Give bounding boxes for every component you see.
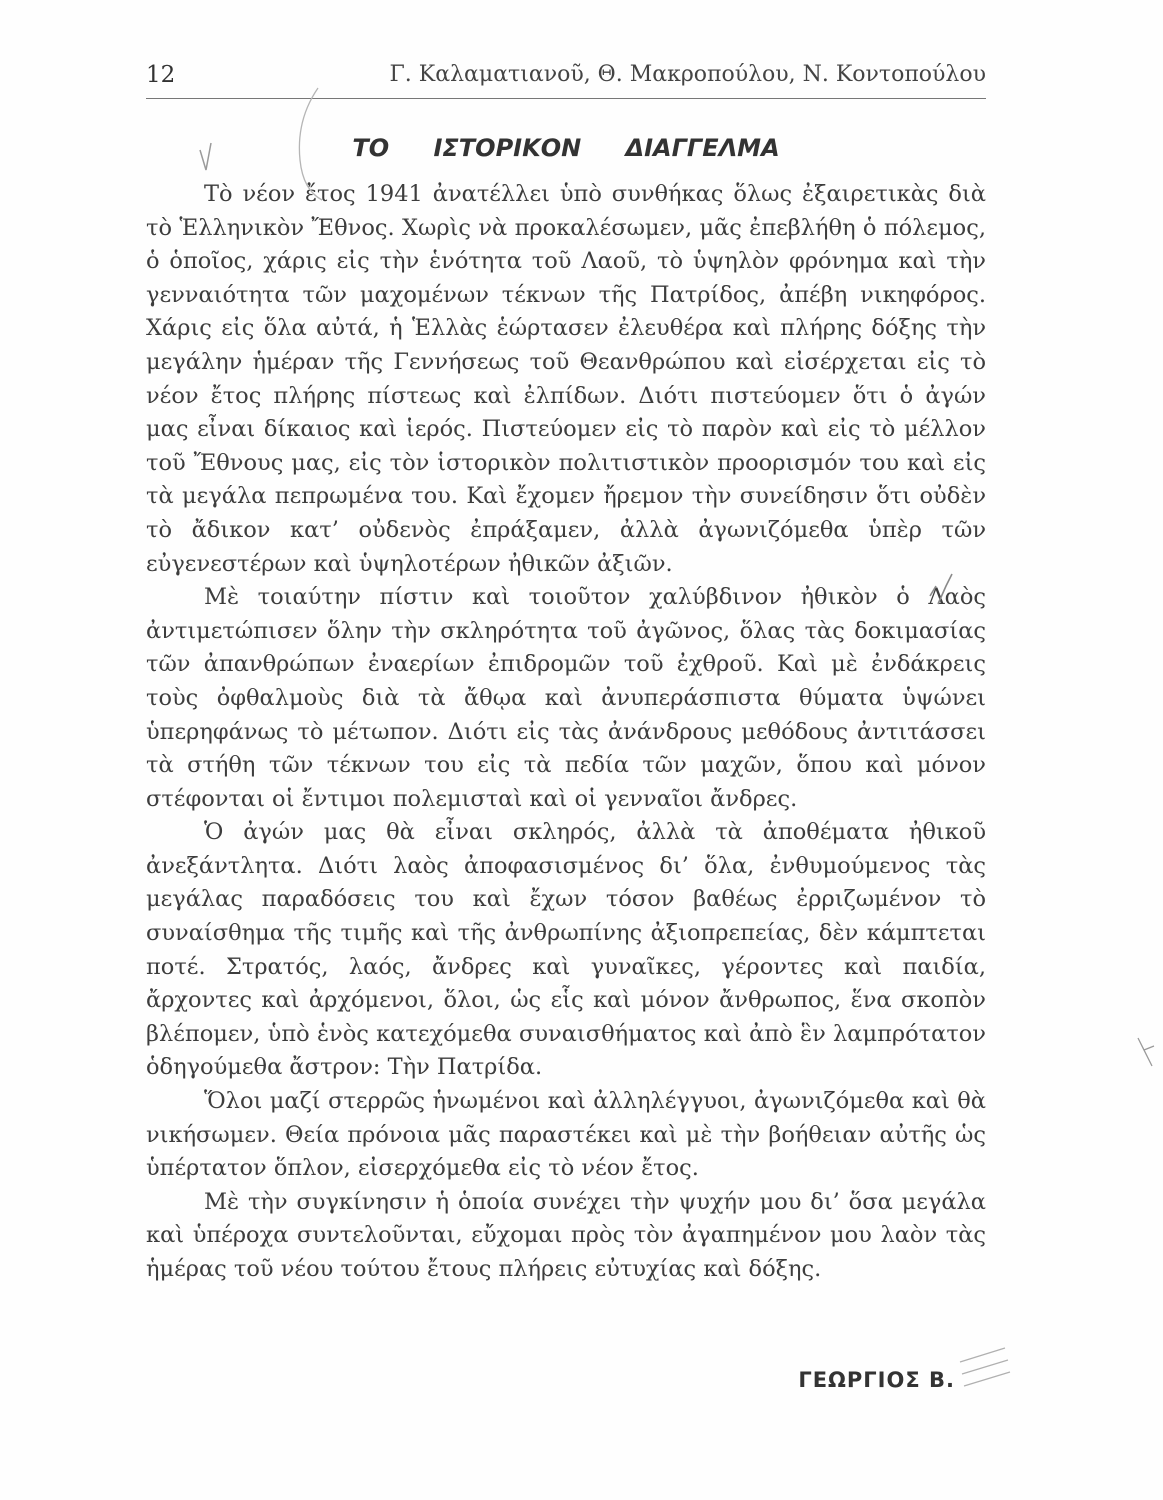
title-word-3: ΔΙΑΓΓΕΛΜΑ	[625, 134, 780, 162]
signature: ΓΕΩΡΓΙΟΣ Β.	[798, 1368, 955, 1392]
paragraph-3: Ὁ ἀγών μας θὰ εἶναι σκληρός, ἀλλὰ τὰ ἀποθέματα ἠθικοῦ ἀνεξάντλητα. Διότι λαὸς ἀποφασισμένος δι’ ὅλα, ἐνθυμούμενος τὰς μεγάλας παραδόσεις του καὶ ἔχων τόσον βαθέως ἐρριζωμένον τὸ συναίσθημα τῆς τιμῆς καὶ τῆς ἀνθρωπίνης ἀξιοπρεπείας, δὲν κάμπτεται ποτέ. Στρατός, λαός, ἄνδρες καὶ γυναῖκες, γέροντες καὶ παιδία, ἄρχοντες καὶ ἀρχόμενοι, ὅλοι, ὡς εἷς καὶ μόνον ἄνθρωπος, ἕνα σκοπὸν βλέπομεν, ὑπὸ ἑνὸς κατεχόμεθα συναισθήματος καὶ ἀπὸ ἓν λαμπρότατον ὁδηγούμεθα ἄστρον: Τὴν Πατρίδα.	[146, 819, 986, 1081]
paragraph-2: Μὲ τοιαύτην πίστιν καὶ τοιοῦτον χαλύβδινον ἠθικὸν ὁ Λαὸς ἀντιμετώπισεν ὅλην τὴν σκληρότητα τοῦ ἀγῶνος, ὅλας τὰς δοκιμασίας τῶν ἀπανθρώπων ἐναερίων ἐπιδρομῶν τοῦ ἐχθροῦ. Καὶ μὲ ἐνδάκρεις τοὺς ὀφθαλμοὺς διὰ τὰ ἄθῳα καὶ ἀνυπεράσπιστα θύματα ὑψώνει ὑπερηφάνως τὸ μέτωπον. Διότι εἰς τὰς ἀνάνδρους μεθόδους ἀντιτάσσει τὰ στήθη τῶν τέκνων του εἰς τὰ πεδία τῶν μαχῶν, ὅπου καὶ μόνον στέφονται οἱ ἔντιμοι πολεμισταὶ καὶ οἱ γενναῖοι ἄνδρες.	[146, 584, 986, 812]
title-word-1: ΤΟ	[352, 134, 390, 162]
pencil-arrow	[1138, 1038, 1154, 1066]
title-word-2: ΙΣΤΟΡΙΚΟΝ	[433, 134, 582, 162]
pencil-signature-hatch	[960, 1348, 1010, 1386]
body-text	[146, 178, 986, 1287]
running-head: Γ. Καλαματιανοῦ, Θ. Μακροπούλου, Ν. Κοντοπούλου	[389, 62, 986, 87]
paragraph-5: Μὲ τὴν συγκίνησιν ἡ ὁποία συνέχει τὴν ψυχήν μου δι’ ὅσα μεγάλα καὶ ὑπέροχα συντελοῦνται, εὔχομαι πρὸς τὸν ἀγαπημένον μου λαὸν τὰς ἡμέρας τοῦ νέου τούτου ἔτους πλήρεις εὐτυχίας καὶ δόξης.	[146, 1188, 986, 1282]
paragraph-4: Ὅλοι μαζί στερρῶς ἡνωμένοι καὶ ἀλληλέγγυοι, ἀγωνιζόμεθα καὶ θὰ νικήσωμεν. Θεία πρόνοια μᾶς παραστέκει καὶ μὲ τὴν βοήθειαν αὐτῆς ὡς ὑπέρτατον ὅπλον, εἰσερχόμεθα εἰς τὸ νέον ἔτος.	[146, 1088, 986, 1182]
paragraph-1: Τὸ νέον ἔτος 1941 ἀνατέλλει ὑπὸ συνθήκας ὅλως ἐξαιρετικὰς διὰ τὸ Ἑλληνικὸν Ἔθνος. Χωρὶς νὰ προκαλέσωμεν, μᾶς ἐπεβλήθη ὁ πόλεμος, ὁ ὁποῖος, χάρις εἰς τὴν ἑνότητα τοῦ Λαοῦ, τὸ ὑψηλὸν φρόνημα καὶ τὴν γενναιότητα τῶν μαχομένων τέκνων τῆς Πατρίδος, ἀπέβη νικηφόρος. Χάρις εἰς ὅλα αὐτά, ἡ Ἑλλὰς ἑώρτασεν ἐλευθέρα καὶ πλήρης δόξης τὴν μεγάλην ἡμέραν τῆς Γεννήσεως τοῦ Θεανθρώπου καὶ εἰσέρχεται εἰς τὸ νέον ἔτος πλήρης πίστεως καὶ ἐλπίδων. Διότι πιστεύομεν ὅτι ὁ ἀγών μας εἶναι δίκαιος καὶ ἱερός. Πιστεύομεν εἰς τὸ παρὸν καὶ εἰς τὸ μέλλον τοῦ Ἔθνους μας, εἰς τὸν ἱστορικὸν πολιτιστικὸν προορισμόν του καὶ εἰς τὰ μεγάλα πεπρωμένα του. Καὶ ἔχομεν ἤρεμον τὴν συνείδησιν ὅτι οὐδὲν τὸ ἄδικον κατ’ οὐδενὸς ἐπράξαμεν, ἀλλὰ ἀγωνιζόμεθα ὑπὲρ τῶν εὐγενεστέρων καὶ ὑψηλοτέρων ἠθικῶν ἀξιῶν.	[146, 181, 986, 577]
page-number: 12	[146, 62, 176, 88]
document-title	[146, 134, 986, 162]
page-header	[146, 58, 986, 99]
